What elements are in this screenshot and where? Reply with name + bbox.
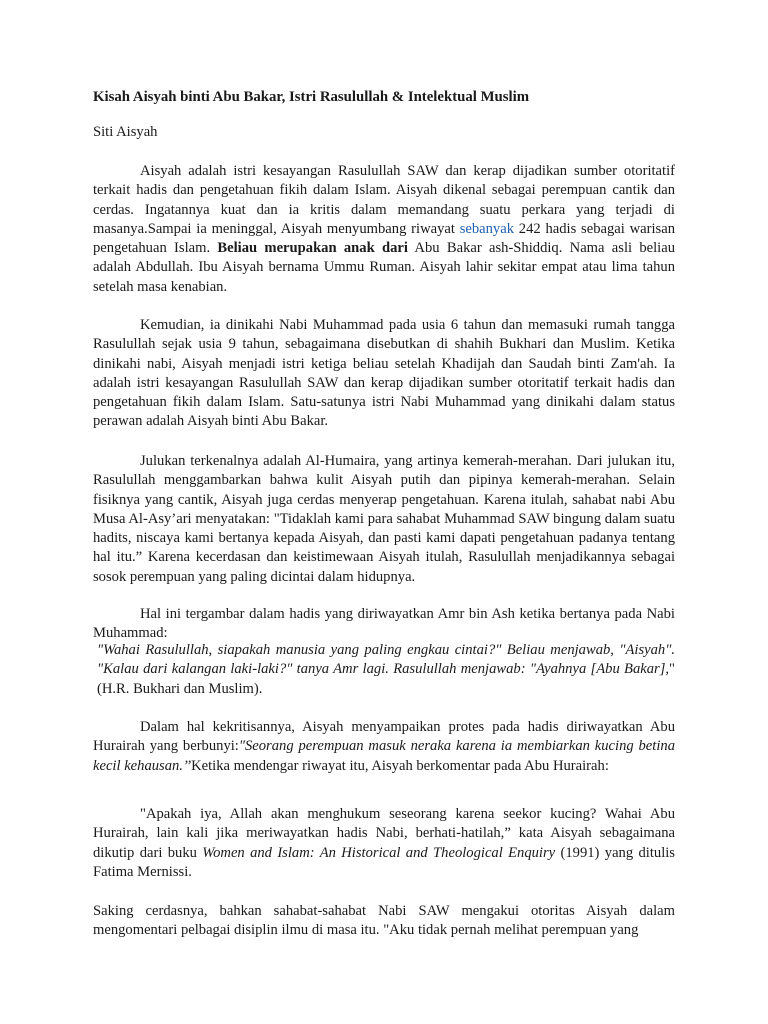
paragraph-7 (93, 805, 675, 882)
paragraph-1-text-a: Aisyah adalah istri kesayangan Rasulullah SAW dan kerap dijadikan sumber otoritatif terkait hadis dan pengetahuan fikih dalam Islam. Aisyah dikenal sebagai perempuan cantik dan cerdas. Ingatannya kuat dan ia kritis dalam memandang suatu perkara yang terjadi di masanya.Sampai ia meninggal, Aisyah menyumbang riwayat (93, 163, 675, 237)
hadith-quote-text: "Wahai Rasulullah, siapakah manusia yang paling engkau cintai?" Beliau menjawab, "Aisyah". "Kalau dari kalangan laki-laki?" tanya Amr lagi. Rasulullah menjawab: "Ayahnya [Abu Bakar], (97, 642, 675, 678)
paragraph-6 (93, 718, 675, 776)
paragraph-4: Hal ini tergambar dalam hadis yang diriwayatkan Amr bin Ash ketika bertanya pada Nabi Muhammad: (93, 606, 675, 642)
paragraph-6-quote: "Seorang perempuan masuk neraka karena ia membiarkan kucing betina kecil kehausan.’’ (93, 738, 675, 774)
paragraph-1-text-c: Abu Bakar ash-Shiddiq. Nama asli beliau adalah Abdullah. Ibu Aisyah bernama Ummu Ruman. Aisyah lahir sekitar empat atau lima tahun setelah masa kenabian. (93, 240, 675, 295)
hadith-source: " (H.R. Bukhari dan Muslim). (97, 661, 675, 697)
paragraph-6-text-a: Dalam hal kekritisannya, Aisyah menyampaikan protes pada hadis diriwayatkan Abu Hurairah yang berbunyi: (93, 719, 675, 755)
paragraph-6-text-b: Ketika mendengar riwayat itu, Aisyah berkomentar pada Abu Hurairah: (191, 757, 609, 774)
paragraph-1 (93, 162, 675, 297)
paragraph-2: Kemudian, ia dinikahi Nabi Muhammad pada usia 6 tahun dan memasuki rumah tangga Rasulullah sejak usia 9 tahun, sebagaimana disebutkan di shahih Bukhari dan Muslim. Ketika dinikahi nabi, Aisyah menjadi istri ketiga beliau setelah Khadijah dan Saudah binti Zam'ah. Ia adalah istri kesayangan Rasulullah SAW dan kerap dijadikan sumber otoritatif terkait hadis dan pengetahuan fikih dalam Islam. Satu-satunya istri Nabi Muhammad yang dinikahi dalam status perawan adalah Aisyah binti Abu Bakar. (93, 317, 675, 430)
paragraph-5-hadith-quote (93, 641, 675, 699)
paragraph-1-bold-text: Beliau merupakan anak dari (217, 240, 408, 257)
document-subtitle: Siti Aisyah (93, 124, 158, 140)
sebanyak-link[interactable]: sebanyak (459, 220, 515, 237)
paragraph-7-text-b: (1991) yang ditulis Fatima Mernissi. (93, 844, 675, 880)
paragraph-1-text-b: 242 hadis sebagai warisan pengetahuan Islam. (93, 220, 675, 257)
book-title: Women and Islam: An Historical and Theological Enquiry (202, 844, 556, 861)
paragraph-8: Saking cerdasnya, bahkan sahabat-sahabat Nabi SAW mengakui otoritas Aisyah dalam mengomentari pelbagai disiplin ilmu di masa itu. "Aku tidak pernah melihat perempuan yang (93, 903, 675, 939)
paragraph-7-text-a: "Apakah iya, Allah akan menghukum seseorang karena seekor kucing? Wahai Abu Hurairah, lain kali jika meriwayatkan hadis Nabi, berhati-hatilah,” kata Aisyah sebagaimana dikutip dari buku (93, 806, 675, 861)
document-title: Kisah Aisyah binti Abu Bakar, Istri Rasulullah & Intelektual Muslim (93, 89, 530, 105)
paragraph-3: Julukan terkenalnya adalah Al-Humaira, yang artinya kemerah-merahan. Dari julukan itu, Rasulullah menggambarkan bahwa kulit Aisyah putih dan pipinya kemerah-merahan. Selain fisiknya yang cantik, Aisyah juga cerdas menyerap pengetahuan. Karena itulah, sahabat nabi Abu Musa Al-Asy’ari menyatakan: "Tidaklah kami para sahabat Muhammad SAW bingung dalam suatu hadits, niscaya kami bertanya kepada Aisyah, dan pasti kami dapati pengetahuan padanya tentang hal itu.” Karena kecerdasan dan keistimewaan Aisyah itulah, Rasulullah menjadikannya sebagai sosok perempuan yang paling dicintai dalam hidupnya. (93, 453, 675, 585)
